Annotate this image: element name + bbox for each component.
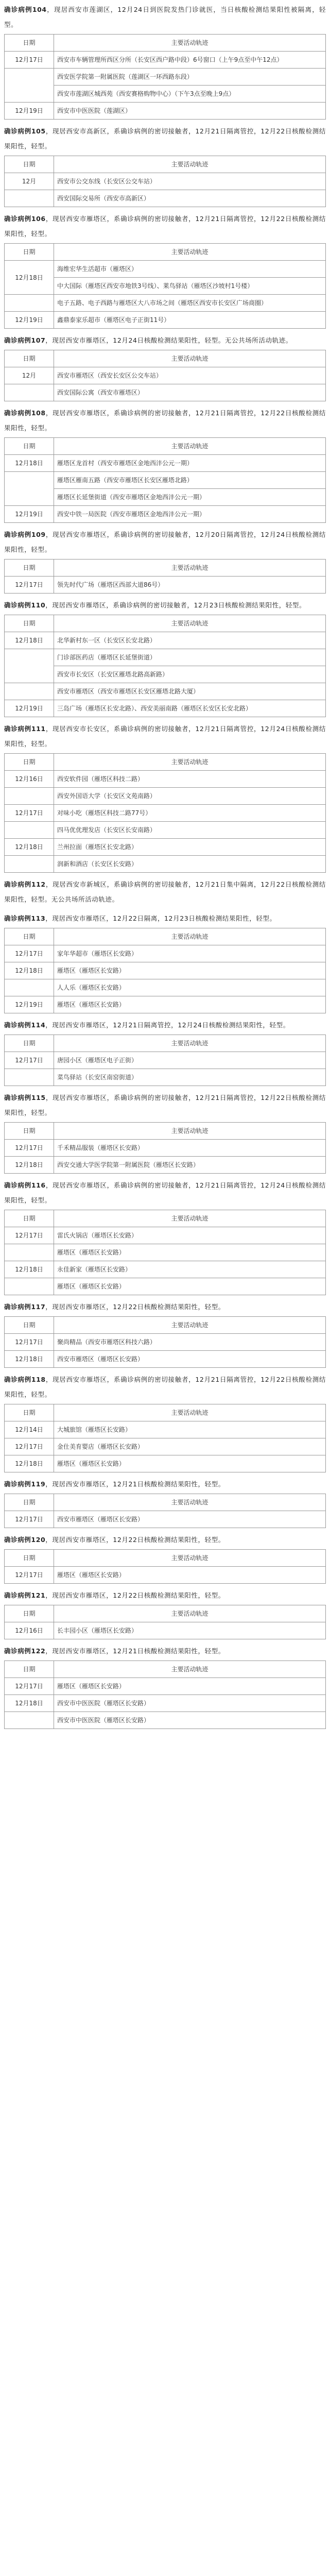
location-cell: 雁塔区（雁塔区长安路） — [54, 1455, 326, 1472]
table-row — [5, 1351, 326, 1368]
location-cell: 金仕美育婴店（雁塔区长安路） — [54, 1438, 326, 1455]
table-header-row — [5, 1661, 326, 1678]
table-row — [5, 295, 326, 312]
location-cell: 西安市公交东线（长安区公交车站） — [54, 173, 326, 190]
case-title: 确诊病例118 — [4, 1376, 46, 1383]
date-cell — [5, 384, 54, 401]
case-description: ，现居西安市高新区，系确诊病例的密切接触者，12月21日隔离管控，12月22日核酸检测结果阳性，轻型。 — [4, 127, 326, 150]
table-row — [5, 1140, 326, 1157]
date-cell: 12月17日 — [5, 805, 54, 822]
trail-table — [4, 1605, 326, 1639]
date-column-header: 日期 — [5, 1404, 54, 1421]
date-column-header: 日期 — [5, 1494, 54, 1511]
case-section — [4, 1477, 326, 1528]
case-section — [4, 721, 326, 873]
trail-table — [4, 928, 326, 1013]
location-cell: 唐园小区（雁塔区电子正街） — [54, 1052, 326, 1069]
table-row — [5, 771, 326, 788]
case-title: 确诊病例116 — [4, 1181, 46, 1189]
location-cell: 西安中铁一局医院（西安市雁塔区金地西沣公元一期） — [54, 506, 326, 523]
location-cell: 兰州拉面（雁塔区长安北路） — [54, 839, 326, 856]
trail-table — [4, 1035, 326, 1086]
case-section — [4, 124, 326, 207]
case-description: ，现居西安市雁塔区，12月24日核酸检测结果阳性，轻型。无公共场所活动轨迹。 — [45, 336, 292, 344]
route-column-header: 主要活动轨迹 — [54, 1661, 326, 1678]
case-header — [4, 877, 326, 907]
date-cell — [5, 1244, 54, 1261]
case-description: ，现居西安市雁塔区，系确诊病例的密切接触者，12月21日隔离管控，12月22日核酸检测结果阳性，轻型。 — [4, 409, 326, 432]
location-cell: 西安市中医医院（莲湖区） — [54, 103, 326, 120]
case-header — [4, 1643, 326, 1658]
table-header-row — [5, 1035, 326, 1052]
location-cell: 西安市中医医院（雁塔区长安路） — [54, 1712, 326, 1729]
trail-table — [4, 1494, 326, 1528]
date-cell: 12月18日 — [5, 1351, 54, 1368]
location-cell: 家年华超市（雁塔区长安路） — [54, 945, 326, 962]
case-title: 确诊病例112 — [4, 880, 46, 888]
case-description: ，现居西安市雁塔区，系确诊病例的密切接触者，12月20日隔离管控，12月24日核酸检测结果阳性，轻型。 — [4, 531, 326, 553]
table-row — [5, 1695, 326, 1712]
location-cell: 西安市长安区（长安区雁塔北路高新路） — [54, 666, 326, 683]
table-row — [5, 1244, 326, 1261]
case-section — [4, 1018, 326, 1086]
date-cell: 12月16日 — [5, 1622, 54, 1639]
date-column-header: 日期 — [5, 156, 54, 173]
case-section — [4, 1090, 326, 1174]
location-cell: 西安市莲湖区城西苑（西安赛格购物中心）（下午3点至晚上9点） — [54, 86, 326, 103]
location-cell: 雁塔区（雁塔区长安路） — [54, 996, 326, 1013]
location-cell: 雁塔区（雁塔区长安路） — [54, 1567, 326, 1584]
route-column-header: 主要活动轨迹 — [54, 1210, 326, 1227]
date-cell: 12月18日 — [5, 261, 54, 295]
table-row — [5, 822, 326, 839]
case-title: 确诊病例121 — [4, 1591, 46, 1599]
location-cell: 西安市雁塔区（西安长安区公交车站） — [54, 367, 326, 384]
date-cell: 12月17日 — [5, 1140, 54, 1157]
location-cell: 对味小吃（雁塔区科技二路77号） — [54, 805, 326, 822]
table-row — [5, 1678, 326, 1695]
date-cell: 12月18日 — [5, 455, 54, 472]
case-title: 确诊病例107 — [4, 336, 46, 344]
location-cell: 鑫鼎泰家乐超市（雁塔区电子正街11号） — [54, 312, 326, 329]
route-column-header: 主要活动轨迹 — [54, 1123, 326, 1140]
location-cell: 雁塔区（雁塔区长安路） — [54, 962, 326, 979]
route-column-header: 主要活动轨迹 — [54, 1404, 326, 1421]
case-header — [4, 2, 326, 32]
date-column-header: 日期 — [5, 244, 54, 261]
case-description: ，现居西安市雁塔区，系确诊病例的密切接触者，12月21日隔离管控，12月22日核酸检测结果阳性，轻型。 — [4, 1376, 326, 1398]
location-cell: 西安外国语大学（长安区文苑南路） — [54, 788, 326, 805]
route-column-header: 主要活动轨迹 — [54, 1494, 326, 1511]
date-column-header: 日期 — [5, 615, 54, 632]
case-header — [4, 211, 326, 241]
route-column-header: 主要活动轨迹 — [54, 754, 326, 771]
table-row — [5, 700, 326, 717]
location-cell: 润新和酒店（长安区长安路） — [54, 856, 326, 873]
trail-table — [4, 1549, 326, 1584]
date-cell — [5, 1712, 54, 1729]
date-cell: 12月19日 — [5, 103, 54, 120]
route-column-header: 主要活动轨迹 — [54, 244, 326, 261]
location-cell: 雁塔区（雁塔区长安路） — [54, 1678, 326, 1695]
table-header-row — [5, 244, 326, 261]
case-title: 确诊病例114 — [4, 1021, 46, 1029]
case-section — [4, 1372, 326, 1472]
table-header-row — [5, 1494, 326, 1511]
case-header — [4, 527, 326, 557]
trail-table — [4, 559, 326, 594]
trail-table — [4, 156, 326, 207]
case-header — [4, 598, 326, 613]
location-cell: 西安市车辆管理所西区分所（长安区西户路中段）6号窗口（上午9点至中午12点） — [54, 52, 326, 69]
table-row — [5, 384, 326, 401]
date-cell: 12月17日 — [5, 1678, 54, 1695]
table-row — [5, 506, 326, 523]
date-cell: 12月17日 — [5, 1227, 54, 1244]
date-cell: 12月 — [5, 367, 54, 384]
location-cell: 聚尚精品（西安市雁塔区科技六路） — [54, 1334, 326, 1351]
table-row — [5, 1157, 326, 1174]
location-cell: 永佳新家（雁塔区长安路） — [54, 1261, 326, 1278]
table-row — [5, 1227, 326, 1244]
location-cell: 大城旅馆（雁塔区长安路） — [54, 1421, 326, 1438]
table-row — [5, 1712, 326, 1729]
table-row — [5, 1438, 326, 1455]
case-title: 确诊病例119 — [4, 1480, 46, 1488]
case-section — [4, 1178, 326, 1295]
location-cell: 西安市中医医院（雁塔区长安路） — [54, 1695, 326, 1712]
location-cell: 北华新村东一区（长安区长安北路） — [54, 632, 326, 649]
location-cell: 三岛广场（雁塔区长安北路）、西安美丽南路（雁塔区长安区长安北路） — [54, 700, 326, 717]
date-cell — [5, 69, 54, 103]
case-section — [4, 877, 326, 907]
location-cell: 电子五路、电子西路与雁塔区大八市场之间（雁塔区西安市长安区广场商圈） — [54, 295, 326, 312]
table-row — [5, 261, 326, 278]
date-column-header: 日期 — [5, 1317, 54, 1334]
table-row — [5, 1261, 326, 1278]
trail-table — [4, 437, 326, 523]
date-cell: 12月 — [5, 173, 54, 190]
case-section — [4, 405, 326, 523]
route-column-header: 主要活动轨迹 — [54, 438, 326, 455]
table-header-row — [5, 1404, 326, 1421]
table-row — [5, 945, 326, 962]
case-description: ，现居西安市雁塔区，12月22日核酸检测结果阳性，轻型。 — [45, 1303, 225, 1311]
case-title: 确诊病例108 — [4, 409, 46, 417]
route-column-header: 主要活动轨迹 — [54, 156, 326, 173]
table-row — [5, 103, 326, 120]
date-cell: 12月14日 — [5, 1421, 54, 1438]
table-header-row — [5, 1605, 326, 1622]
location-cell: 四马优优理发店（长安区长安南路） — [54, 822, 326, 839]
trail-table — [4, 350, 326, 401]
table-row — [5, 173, 326, 190]
date-column-header: 日期 — [5, 35, 54, 52]
date-cell: 12月16日 — [5, 771, 54, 788]
table-row — [5, 1511, 326, 1528]
route-column-header: 主要活动轨迹 — [54, 350, 326, 367]
date-cell — [5, 295, 54, 312]
case-description: ，现居西安市长安区，系确诊病例的密切接触者，12月21日隔离管控，12月24日核酸检测结果阳性，轻型。 — [4, 725, 326, 748]
route-column-header: 主要活动轨迹 — [54, 35, 326, 52]
date-cell — [5, 190, 54, 207]
date-cell: 12月18日 — [5, 1261, 54, 1278]
location-cell: 长丰园小区（雁塔区长安路） — [54, 1622, 326, 1639]
date-cell: 12月18日 — [5, 1157, 54, 1174]
case-header — [4, 1477, 326, 1492]
table-row — [5, 996, 326, 1013]
table-row — [5, 805, 326, 822]
location-cell: 西安软件园（雁塔区科技二路） — [54, 771, 326, 788]
date-column-header: 日期 — [5, 754, 54, 771]
trail-table — [4, 1122, 326, 1174]
trail-table — [4, 1404, 326, 1472]
case-header — [4, 1299, 326, 1314]
table-header-row — [5, 350, 326, 367]
case-header — [4, 333, 326, 348]
case-description: ，现居西安市雁塔区，12月22日核酸检测结果阳性，轻型。 — [45, 1591, 225, 1599]
case-description: ，现居西安市新城区，系确诊病例的密切接触者，12月21日集中隔离，12月22日核酸检测结果阳性，轻型。无公共场所活动轨迹。 — [4, 880, 326, 903]
table-row — [5, 632, 326, 649]
date-cell: 12月17日 — [5, 1567, 54, 1584]
location-cell: 门诊部医药店（雁塔区长延堡街道） — [54, 649, 326, 666]
location-cell: 西安国际交易所（西安市高新区） — [54, 190, 326, 207]
date-column-header: 日期 — [5, 560, 54, 577]
date-cell: 12月17日 — [5, 945, 54, 962]
case-title: 确诊病例111 — [4, 725, 46, 733]
location-cell: 海维宏华生活超市（雁塔区） — [54, 261, 326, 278]
date-cell: 12月19日 — [5, 506, 54, 523]
date-cell — [5, 683, 54, 700]
case-header — [4, 124, 326, 154]
trail-table — [4, 1316, 326, 1368]
location-cell: 领先时代广场（雁塔区西部大道86号） — [54, 577, 326, 594]
table-row — [5, 962, 326, 979]
case-header — [4, 1532, 326, 1547]
table-row — [5, 190, 326, 207]
date-cell — [5, 822, 54, 839]
case-description: ，现居西安市雁塔区，12月22日隔离，12月23日核酸检测结果阳性，轻型。 — [45, 914, 276, 922]
trail-table — [4, 243, 326, 329]
case-header — [4, 1178, 326, 1208]
case-header — [4, 405, 326, 435]
date-cell: 12月17日 — [5, 1511, 54, 1528]
case-section — [4, 1643, 326, 1729]
date-cell: 12月18日 — [5, 1455, 54, 1472]
case-header — [4, 911, 326, 926]
case-section — [4, 911, 326, 1013]
table-row — [5, 472, 326, 489]
table-row — [5, 52, 326, 69]
date-cell: 12月18日 — [5, 632, 54, 649]
case-section — [4, 333, 326, 401]
case-title: 确诊病例110 — [4, 601, 46, 609]
case-title: 确诊病例113 — [4, 914, 46, 922]
case-header — [4, 1588, 326, 1603]
route-column-header: 主要活动轨迹 — [54, 615, 326, 632]
case-title: 确诊病例122 — [4, 1647, 46, 1655]
case-title: 确诊病例105 — [4, 127, 46, 135]
table-row — [5, 1567, 326, 1584]
table-row — [5, 367, 326, 384]
date-column-header: 日期 — [5, 928, 54, 945]
case-description: ，现居西安市雁塔区，12月21日核酸检测结果阳性，轻型。 — [45, 1480, 225, 1488]
table-header-row — [5, 754, 326, 771]
case-title: 确诊病例109 — [4, 531, 46, 538]
table-row — [5, 788, 326, 805]
case-section — [4, 598, 326, 717]
case-description: ，现居西安市雁塔区，12月21日隔离管控，12月24日核酸检测结果阳性，轻型。 — [45, 1021, 290, 1029]
date-column-header: 日期 — [5, 1123, 54, 1140]
case-description: ，现居西安市雁塔区，系确诊病例的密切接触者，12月21日隔离管控，12月24日核酸检测结果阳性，轻型。 — [4, 1181, 326, 1204]
location-cell: 西安医学院第一附属医院（莲湖区一环西路东段） — [54, 69, 326, 86]
date-column-header: 日期 — [5, 438, 54, 455]
case-title: 确诊病例117 — [4, 1303, 46, 1311]
case-title: 确诊病例120 — [4, 1536, 46, 1544]
date-cell: 12月19日 — [5, 312, 54, 329]
date-cell: 12月17日 — [5, 1052, 54, 1069]
case-section — [4, 1299, 326, 1368]
location-cell: 西安国际公寓（西安市雁塔区） — [54, 384, 326, 401]
route-column-header: 主要活动轨迹 — [54, 1317, 326, 1334]
route-column-header: 主要活动轨迹 — [54, 560, 326, 577]
case-section — [4, 1588, 326, 1639]
case-description: ，现居西安市雁塔区，系确诊病例的密切接触者，12月23日核酸检测结果阳性，轻型。 — [45, 601, 306, 609]
date-column-header: 日期 — [5, 1550, 54, 1567]
case-description: ，现居西安市雁塔区，12月21日核酸检测结果阳性，轻型。 — [45, 1647, 225, 1655]
table-row — [5, 839, 326, 856]
date-cell — [5, 856, 54, 873]
date-column-header: 日期 — [5, 1661, 54, 1678]
date-column-header: 日期 — [5, 1605, 54, 1622]
case-description: ，现居西安市雁塔区，系确诊病例的密切接触者，12月21日隔离管控，12月22日核酸检测结果阳性，轻型。 — [4, 215, 326, 238]
trail-table — [4, 615, 326, 717]
date-cell: 12月19日 — [5, 700, 54, 717]
table-header-row — [5, 438, 326, 455]
table-row — [5, 1278, 326, 1295]
trail-table — [4, 753, 326, 873]
table-row — [5, 683, 326, 700]
location-cell: 雁塔区（雁塔区长安路） — [54, 1244, 326, 1261]
date-cell — [5, 472, 54, 506]
table-header-row — [5, 1123, 326, 1140]
case-header — [4, 721, 326, 751]
table-row — [5, 1421, 326, 1438]
case-description: ，现居西安市雁塔区，系确诊病例的密切接触者，12月21日隔离管控，12月22日核酸检测结果阳性，轻型。 — [4, 1094, 326, 1116]
table-row — [5, 455, 326, 472]
location-cell: 千禾精品服装（雁塔区长安路） — [54, 1140, 326, 1157]
route-column-header: 主要活动轨迹 — [54, 1550, 326, 1567]
route-column-header: 主要活动轨迹 — [54, 928, 326, 945]
case-header — [4, 1372, 326, 1402]
case-description: ，现居西安市雁塔区，12月22日核酸检测结果阳性，轻型。 — [45, 1536, 225, 1544]
date-cell: 12月17日 — [5, 1334, 54, 1351]
date-cell — [5, 1069, 54, 1086]
table-header-row — [5, 35, 326, 52]
date-cell: 12月17日 — [5, 52, 54, 69]
case-header — [4, 1018, 326, 1032]
date-column-header: 日期 — [5, 350, 54, 367]
table-header-row — [5, 560, 326, 577]
date-column-header: 日期 — [5, 1210, 54, 1227]
location-cell: 雁塔区龙首村（西安市雁塔区金地西沣公元一期） — [54, 455, 326, 472]
table-row — [5, 856, 326, 873]
date-cell — [5, 1278, 54, 1295]
trail-table — [4, 1210, 326, 1295]
case-title: 确诊病例115 — [4, 1094, 46, 1101]
case-description: ，现居西安市莲湖区，12月24日到医院发热门诊就医，当日核酸检测结果阳性被隔离，轻型。 — [4, 6, 326, 28]
case-section — [4, 1532, 326, 1584]
case-title: 确诊病例104 — [4, 6, 47, 13]
route-column-header: 主要活动轨迹 — [54, 1605, 326, 1622]
table-header-row — [5, 1317, 326, 1334]
location-cell: 菜鸟驿站（长安区南窑街道） — [54, 1069, 326, 1086]
date-cell: 12月18日 — [5, 1695, 54, 1712]
location-cell: 雷氏火锅店（雁塔区长安路） — [54, 1227, 326, 1244]
trail-table — [4, 1660, 326, 1729]
date-column-header: 日期 — [5, 1035, 54, 1052]
route-column-header: 主要活动轨迹 — [54, 1035, 326, 1052]
date-cell — [5, 979, 54, 996]
table-row — [5, 577, 326, 594]
location-cell: 雁塔区雁南五路（西安市雁塔区长安区雁塔北路） — [54, 472, 326, 489]
table-row — [5, 1052, 326, 1069]
location-cell: 雁塔区（雁塔区长安路） — [54, 1278, 326, 1295]
location-cell: 人人乐（雁塔区长安路） — [54, 979, 326, 996]
date-cell: 12月17日 — [5, 577, 54, 594]
location-cell: 西安市雁塔区（雁塔区长安路） — [54, 1511, 326, 1528]
case-header — [4, 1090, 326, 1120]
table-header-row — [5, 1210, 326, 1227]
table-header-row — [5, 615, 326, 632]
date-cell: 12月18日 — [5, 839, 54, 856]
table-header-row — [5, 156, 326, 173]
location-cell: 雁塔区长延堡街道（西安市雁塔区金地西沣公元一期） — [54, 489, 326, 506]
case-section — [4, 2, 326, 120]
case-title: 确诊病例106 — [4, 215, 46, 223]
case-section — [4, 527, 326, 594]
table-row — [5, 1069, 326, 1086]
date-cell: 12月18日 — [5, 962, 54, 979]
location-cell: 中大国际（雁塔区西安市地铁3号线）、莱鸟驿站（雁塔区沙坡村1号楼） — [54, 278, 326, 295]
trail-table — [4, 34, 326, 120]
location-cell: 西安市雁塔区（雁塔区长安路） — [54, 1351, 326, 1368]
date-cell: 12月19日 — [5, 996, 54, 1013]
table-row — [5, 312, 326, 329]
table-row — [5, 1622, 326, 1639]
location-cell: 西安交通大学医学院第一附属医院（雁塔区长安路） — [54, 1157, 326, 1174]
date-cell: 12月17日 — [5, 1438, 54, 1455]
table-row — [5, 649, 326, 666]
case-section — [4, 211, 326, 329]
date-cell — [5, 649, 54, 683]
table-header-row — [5, 1550, 326, 1567]
table-row — [5, 1334, 326, 1351]
table-row — [5, 1455, 326, 1472]
location-cell: 西安市雁塔区（西安市雁塔区长安区雁塔北路大厦） — [54, 683, 326, 700]
table-row — [5, 979, 326, 996]
table-row — [5, 69, 326, 86]
table-header-row — [5, 928, 326, 945]
date-cell — [5, 788, 54, 805]
